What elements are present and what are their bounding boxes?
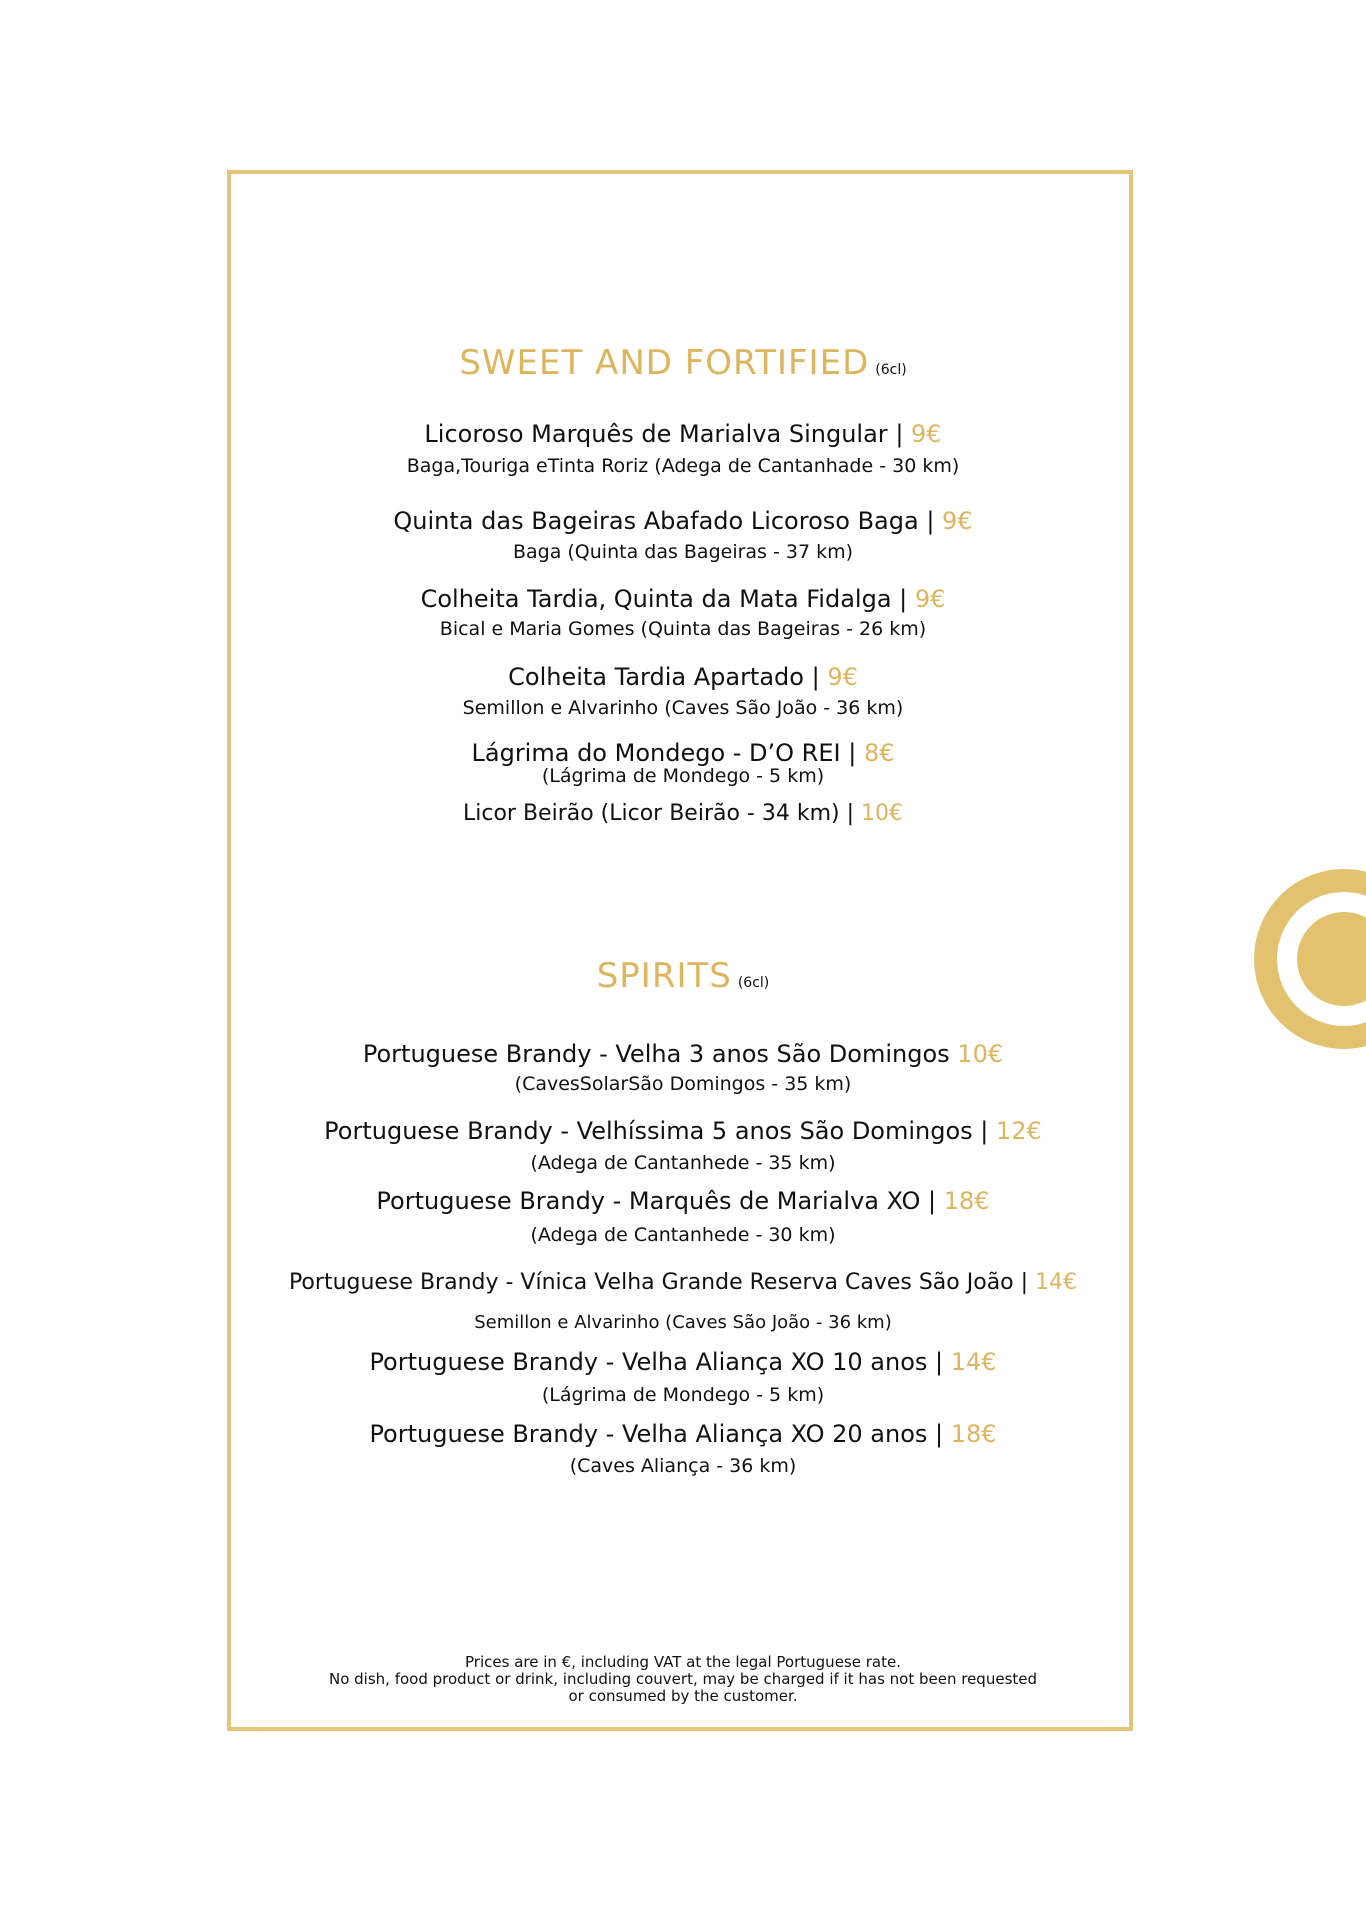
item-separator: | [887,420,912,448]
item-separator: | [1013,1270,1036,1295]
menu-item-origin: Bical e Maria Gomes (Quinta das Bageiras - 26 km) [439,618,927,640]
footer-line: or consumed by the customer. [568,1687,798,1705]
menu-item-name [0,585,1366,613]
menu-item-name [0,801,1366,826]
menu-item-name [0,507,1366,535]
section-title: SWEET AND FORTIFIED [459,343,870,383]
section-unit: (6cl) [875,362,907,378]
menu-item-origin: (Lágrima de Mondego - 5 km) [541,765,825,787]
menu-item-origin: Baga (Quinta das Bageiras - 37 km) [512,541,854,563]
menu-item-name [0,1348,1366,1376]
item-name: Portuguese Brandy - Marquês de Marialva XO [376,1187,921,1215]
item-separator: | [891,585,915,613]
menu-item-origin: (Adega de Cantanhede - 35 km) [530,1152,836,1174]
item-name: Portuguese Brandy - Velha Aliança XO 10 anos [369,1348,928,1376]
item-separator: | [920,1187,944,1215]
item-price: 9€ [827,663,858,691]
section-heading-spirits [0,956,1366,996]
menu-item-origin: (Caves Aliança - 36 km) [569,1455,797,1477]
legal-footer [0,1654,1366,1705]
item-separator: | [972,1117,997,1145]
item-price: 14€ [950,1348,997,1376]
item-name: Colheita Tardia, Quinta da Mata Fidalga [420,585,892,613]
item-separator: | [927,1420,951,1448]
menu-item-origin: (Lágrima de Mondego - 5 km) [541,1384,825,1406]
item-price: 18€ [943,1187,990,1215]
item-separator: | [840,739,864,767]
item-name: Portuguese Brandy - Vínica Velha Grande Reserva Caves São João [288,1270,1014,1295]
menu-item-name [0,1040,1366,1068]
menu-item-name [0,663,1366,691]
item-price: 12€ [996,1117,1042,1145]
item-name: Portuguese Brandy - Velha 3 anos São Domingos [362,1040,950,1068]
item-price: 10€ [861,801,904,826]
item-price: 9€ [911,420,942,448]
menu-item-name [0,1187,1366,1215]
menu-frame [227,170,1133,1731]
item-name: Licor Beirão (Licor Beirão - 34 km) [462,801,840,826]
item-separator: | [918,507,943,535]
item-separator: | [839,801,862,826]
footer-line: No dish, food product or drink, including couvert, may be charged if it has not been requested [328,1670,1038,1688]
item-name: Licoroso Marquês de Marialva Singular [424,420,888,448]
item-price: 18€ [950,1420,997,1448]
item-price: 9€ [942,507,973,535]
item-name: Portuguese Brandy - Velhíssima 5 anos São Domingos [324,1117,973,1145]
section-unit: (6cl) [737,975,770,991]
item-separator: | [803,663,828,691]
menu-item-name [0,739,1366,767]
menu-item-name [0,1117,1366,1145]
menu-item-origin: Semillon e Alvarinho (Caves São João - 36 km) [462,697,904,719]
menu-item-name [0,1270,1366,1295]
menu-item-name [0,420,1366,448]
menu-item-name [0,1420,1366,1448]
item-name: Colheita Tardia Apartado [508,663,804,691]
section-heading-sweet [0,343,1366,383]
item-name: Portuguese Brandy - Velha Aliança XO 20 anos [369,1420,928,1448]
item-price: 10€ [957,1040,1004,1068]
footer-line: Prices are in €, including VAT at the legal Portuguese rate. [465,1653,901,1671]
section-title: SPIRITS [596,956,732,996]
item-name: Lágrima do Mondego - D’O REI [471,739,841,767]
menu-item-origin: Baga,Touriga eTinta Roriz (Adega de Cantanhade - 30 km) [406,455,960,477]
item-price: 8€ [863,739,895,767]
menu-item-origin: (CavesSolarSão Domingos - 35 km) [514,1073,852,1095]
item-price: 9€ [914,585,946,613]
menu-item-origin: (Adega de Cantanhede - 30 km) [530,1224,836,1246]
item-separator: | [927,1348,951,1376]
item-name: Quinta das Bageiras Abafado Licoroso Baga [393,507,919,535]
menu-item-origin: Semillon e Alvarinho (Caves São João - 36 km) [474,1312,892,1333]
item-price: 14€ [1035,1270,1078,1295]
